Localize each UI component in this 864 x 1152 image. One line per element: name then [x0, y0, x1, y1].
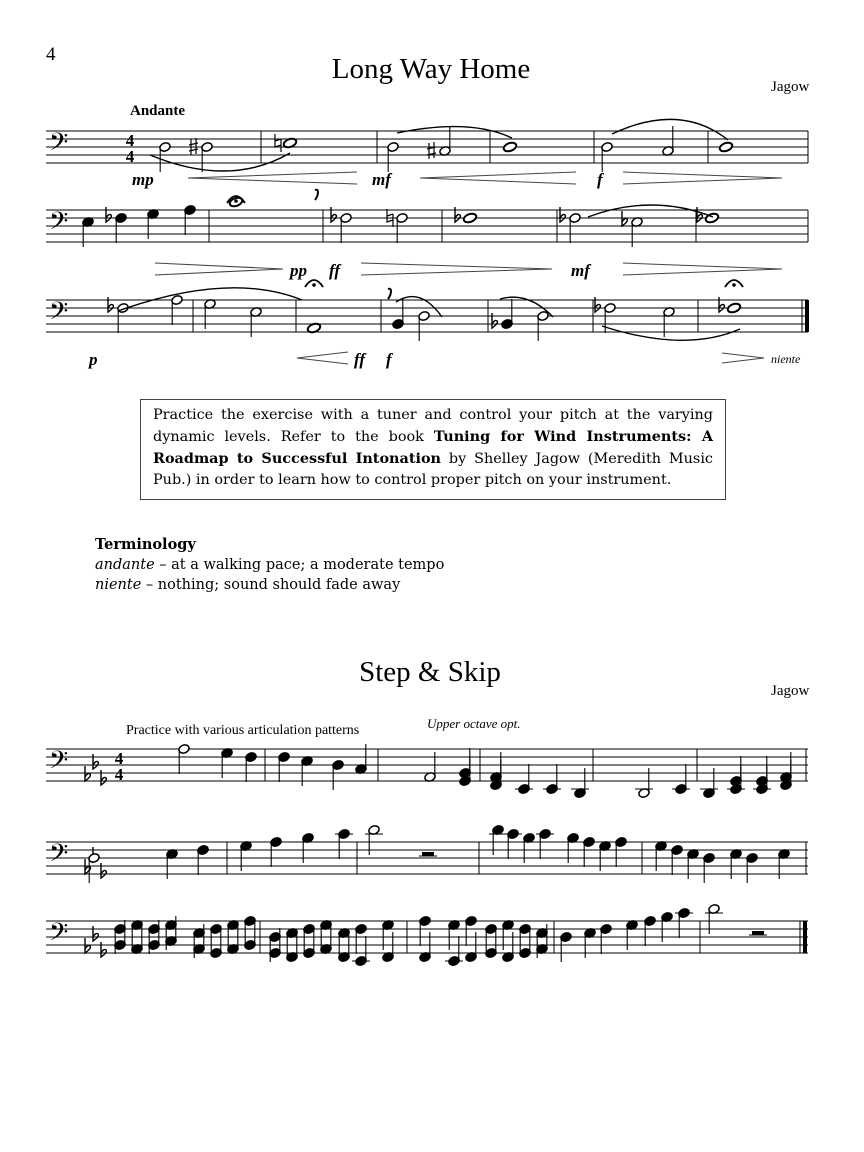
upper-octave-marking: Upper octave opt. — [427, 716, 521, 731]
page-number: 4 — [46, 44, 56, 65]
piece-title-step-and-skip: Step & Skip — [359, 656, 501, 688]
staff-system-2 — [0, 203, 864, 263]
half-rest — [422, 852, 434, 856]
staff-system-6 — [0, 914, 864, 974]
notehead — [463, 212, 478, 224]
flat-icon — [455, 207, 460, 222]
flat-icon — [622, 211, 627, 226]
sharp-icon — [427, 142, 436, 159]
bass-clef-icon: 𝄢 — [49, 207, 69, 242]
dynamic-mf: mf — [571, 261, 590, 280]
flat-icon — [108, 297, 113, 312]
time-signature-denominator: 4 — [114, 765, 124, 784]
flat-icon — [560, 207, 565, 222]
notehead — [727, 302, 742, 314]
staff-system-3 — [0, 293, 864, 353]
flat-icon — [93, 926, 98, 941]
bass-clef-icon: 𝄢 — [49, 746, 69, 781]
hairpins-row-1 — [0, 168, 864, 192]
diminuendo-hairpin — [155, 263, 283, 275]
dynamic-mp: mp — [132, 170, 154, 189]
terminology-heading: Terminology — [95, 536, 196, 553]
flat-icon — [595, 297, 600, 312]
niente-marking: niente — [771, 352, 801, 366]
flat-icon — [719, 297, 724, 312]
notehead — [705, 212, 720, 224]
composer-credit: Jagow — [771, 683, 810, 699]
diminuendo-hairpin — [623, 263, 782, 275]
dynamic-mf: mf — [372, 170, 391, 189]
staff-system-4 — [0, 742, 864, 802]
diminuendo-hairpin — [722, 353, 764, 363]
time-signature-numerator: 4 — [125, 131, 135, 150]
flat-icon — [101, 863, 106, 878]
crescendo-hairpin — [297, 352, 348, 364]
flat-icon — [93, 754, 98, 769]
articulation-direction: Practice with various articulation patterns — [126, 723, 360, 738]
bass-clef-icon: 𝄢 — [49, 297, 69, 332]
practice-text-start: Practice the exercise with a tuner and control your pitch at the varying dynamic levels. Refer to the book — [153, 407, 713, 445]
dynamic-ff: ff — [354, 350, 366, 369]
bass-clef-icon: 𝄢 — [49, 839, 69, 874]
slur — [397, 127, 512, 138]
flat-icon — [697, 207, 702, 222]
flat-icon — [101, 770, 106, 785]
fermata-dot — [732, 283, 736, 287]
book-title: Tuning for Wind Instruments: A Roadmap to Successful Intonation — [153, 428, 713, 467]
natural-icon — [275, 134, 281, 152]
breath-mark-icon — [388, 289, 391, 299]
piece-title-long-way-home: Long Way Home — [331, 53, 531, 85]
notehead — [503, 141, 518, 153]
composer-credit: Jagow — [771, 79, 810, 95]
practice-instructions-box — [140, 399, 726, 500]
flat-icon — [331, 207, 336, 222]
flat-icon — [106, 207, 111, 222]
slur — [612, 119, 728, 140]
dynamic-p: p — [89, 350, 98, 369]
bass-clef-icon: 𝄢 — [49, 918, 69, 953]
time-signature-numerator: 4 — [114, 749, 124, 768]
final-barline-thick — [803, 921, 807, 953]
fermata-dot — [234, 199, 238, 203]
crescendo-hairpin — [188, 172, 357, 184]
fermata-dot — [312, 283, 316, 287]
flat-icon — [85, 766, 90, 781]
bass-clef-icon: 𝄢 — [49, 128, 69, 163]
hairpins-row-3 — [0, 348, 864, 372]
dynamic-pp: pp — [290, 261, 307, 280]
staff-system-5 — [0, 835, 864, 895]
notehead — [719, 141, 734, 153]
flat-icon — [85, 938, 90, 953]
dynamic-f: f — [597, 170, 603, 189]
dynamic-f: f — [386, 350, 392, 369]
dynamic-ff: ff — [329, 261, 341, 280]
crescendo-hairpin — [420, 172, 576, 184]
tempo-marking: Andante — [130, 103, 186, 119]
practice-text-end: by Shelley Jagow (Meredith Music Pub.) in order to learn how to control proper pitch on your instrument. — [153, 451, 713, 488]
half-rest — [752, 931, 764, 935]
final-barline-thick — [805, 300, 809, 332]
time-signature-denominator: 4 — [125, 147, 135, 166]
flat-icon — [492, 313, 497, 328]
terminology-item: niente – nothing; sound should fade away — [95, 577, 401, 593]
slur — [602, 326, 740, 340]
slur — [588, 205, 713, 217]
diminuendo-hairpin — [361, 263, 552, 275]
flat-icon — [101, 942, 106, 957]
diminuendo-hairpin — [623, 172, 782, 184]
sharp-icon — [189, 138, 198, 155]
terminology-item: andante – at a walking pace; a moderate tempo — [95, 557, 445, 573]
terminology-section — [95, 535, 444, 595]
